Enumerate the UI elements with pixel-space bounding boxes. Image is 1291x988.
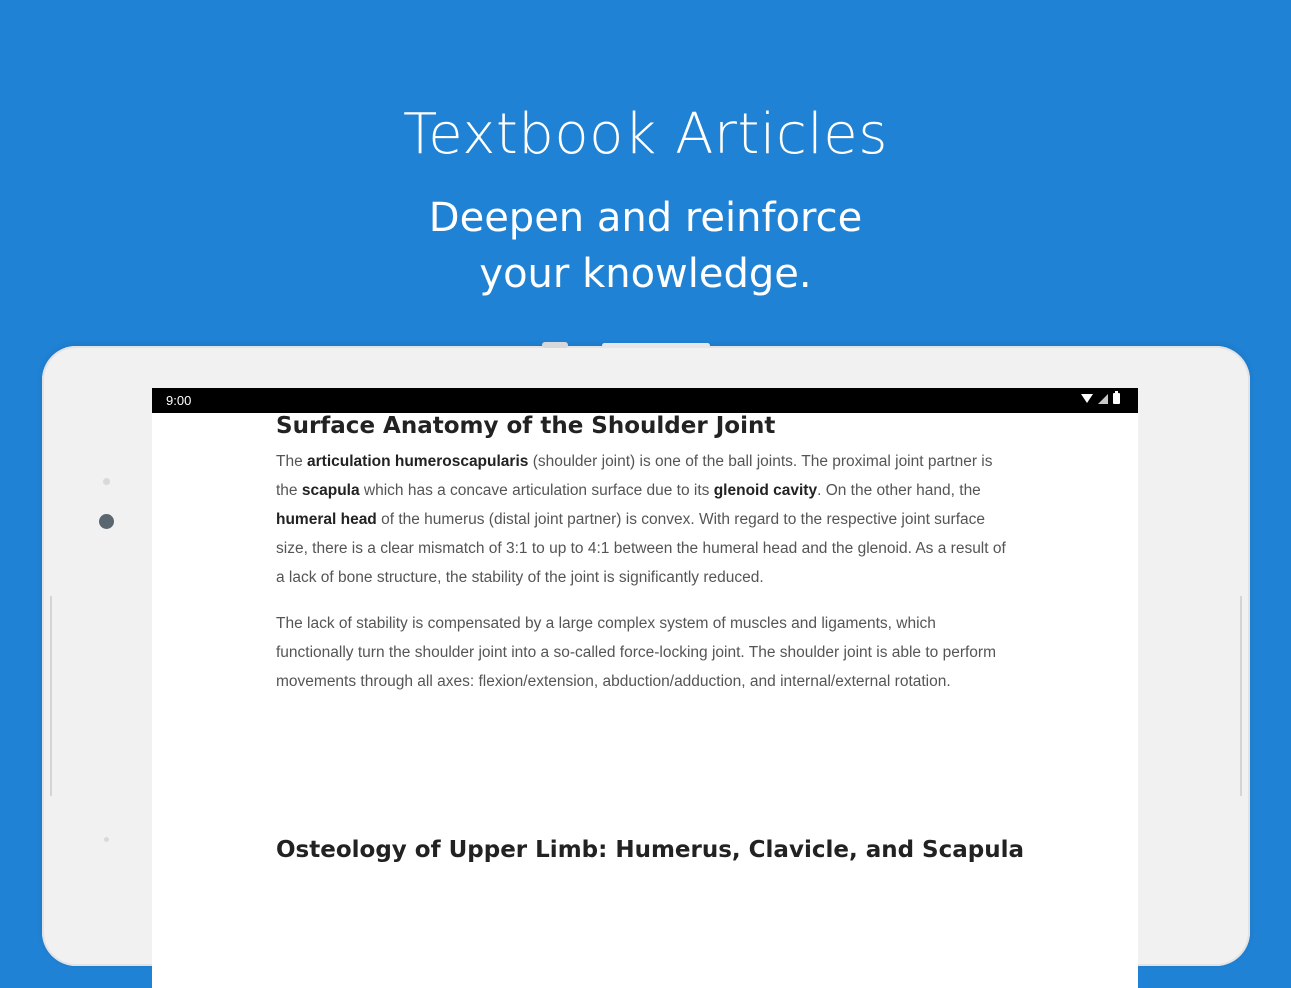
front-camera-icon: [99, 514, 114, 529]
article-paragraph-1: [276, 447, 1016, 592]
bold-term: humeral head: [276, 511, 377, 528]
status-icons: [1081, 393, 1120, 404]
battery-icon: [1113, 393, 1120, 404]
article-content: [276, 413, 1025, 863]
tablet-device: [42, 346, 1250, 966]
status-time: 9:00: [166, 393, 192, 408]
power-button: [542, 342, 568, 348]
article-heading: Surface Anatomy of the Shoulder Joint: [276, 413, 776, 439]
promo-subtitle-line-2: your knowledge.: [479, 251, 812, 297]
status-bar: [152, 388, 1138, 413]
promo-subtitle: [0, 190, 1291, 302]
bold-term: articulation humeroscapularis: [307, 453, 529, 470]
paragraph-text: (shoulder joint) is one of the ball joints. The proximal joint partner is the: [276, 453, 993, 499]
paragraph-text: . On the other hand, the: [817, 482, 981, 499]
bold-term: glenoid cavity: [713, 482, 818, 499]
next-article-heading[interactable]: Osteology of Upper Limb: Humerus, Clavicle, and Scapula: [276, 837, 1025, 863]
tablet-screen: [152, 388, 1138, 988]
device-edge-right: [1240, 596, 1242, 796]
promo-title: Textbook Articles: [403, 102, 888, 167]
paragraph-text: which has a concave articulation surface due to its: [359, 482, 714, 499]
light-sensor: [103, 478, 110, 485]
promo-subtitle-line-1: Deepen and reinforce: [428, 195, 863, 241]
bold-term: scapula: [301, 482, 360, 499]
article-paragraph-2: The lack of stability is compensated by a large complex system of muscles and ligaments, which functionally turn the shoulder joint into a so-called force-locking joint. The shoulder joint is able to perform movements through all axes: flexion/extension, abduction/adduction, and internal/external rotation.: [276, 615, 996, 690]
signal-icon: [1098, 394, 1108, 404]
wifi-icon: [1081, 394, 1093, 403]
proximity-sensor: [104, 837, 109, 842]
device-edge-left: [50, 596, 52, 796]
paragraph-text: The: [276, 453, 308, 470]
paragraph-text: of the humerus (distal joint partner) is convex. With regard to the respective joint surface size, there is a clear mismatch of 3:1 to up to 4:1 between the humeral head and the glenoid. As a result of a lack of bone structure, the stability of the joint is significantly reduced.: [276, 511, 1006, 586]
volume-button: [602, 343, 710, 348]
